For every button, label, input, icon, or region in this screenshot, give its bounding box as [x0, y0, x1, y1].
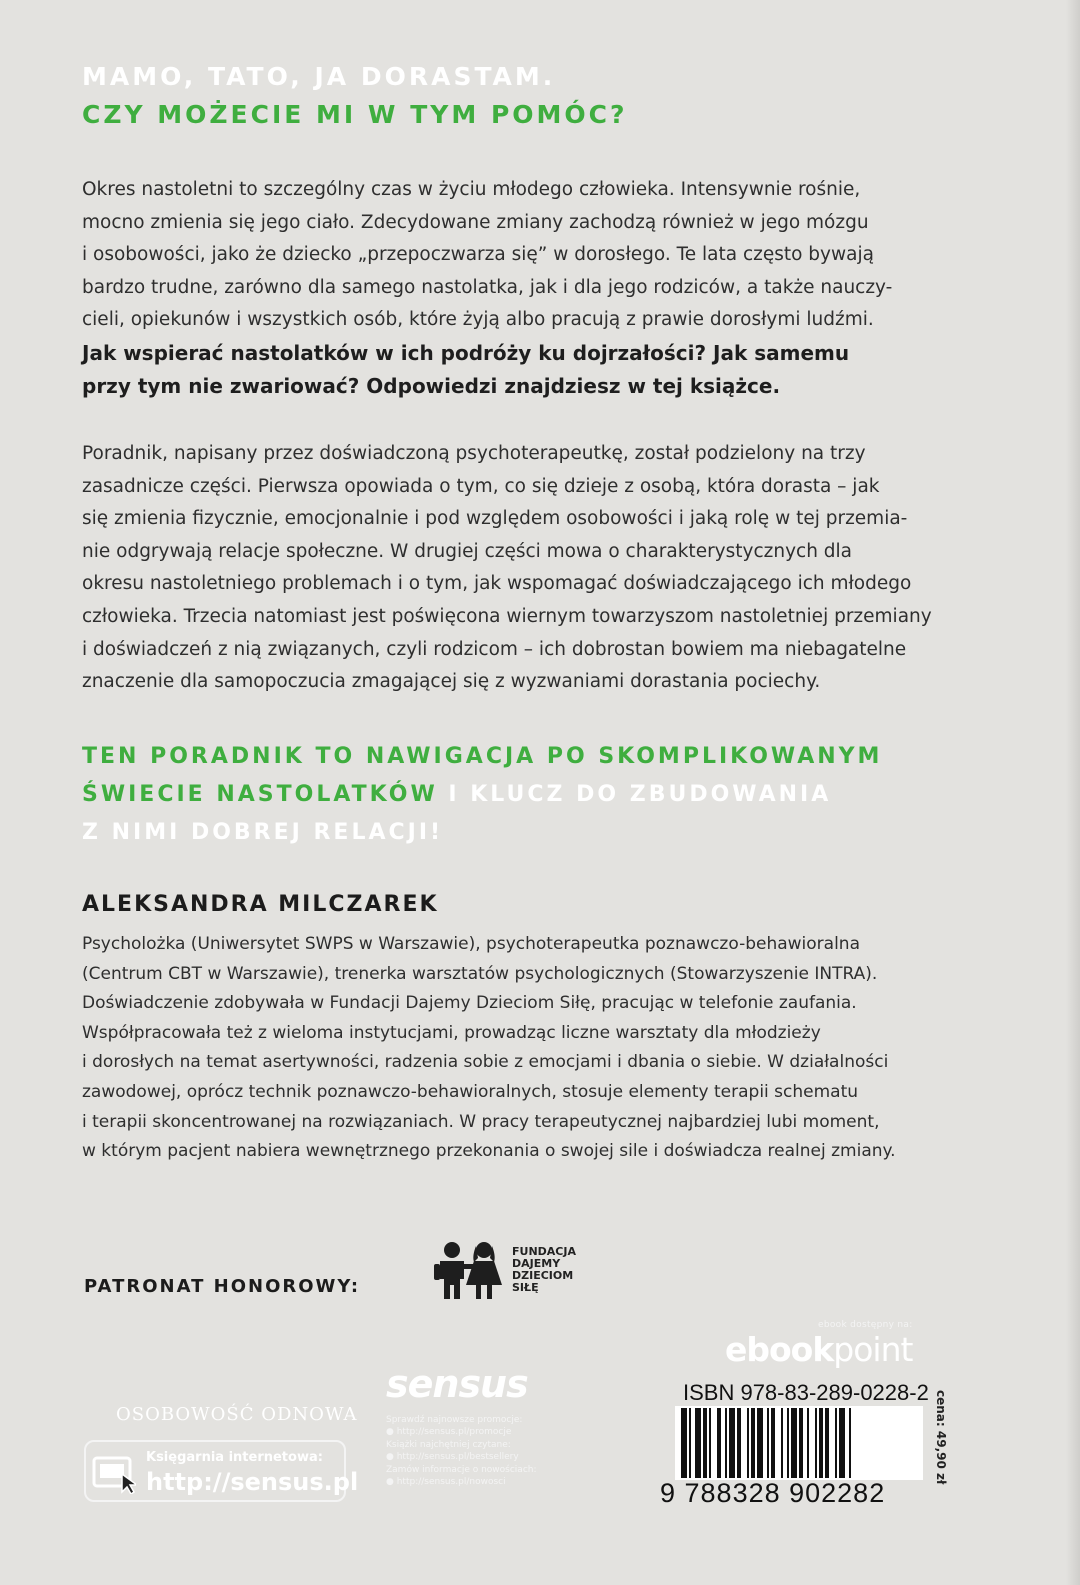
barcode-bar	[747, 1408, 749, 1478]
series-logo: OSOBOWOŚĆ ODNOWA	[116, 1404, 358, 1425]
headline	[82, 58, 628, 134]
foundation-line: DAJEMY	[512, 1257, 561, 1270]
barcode-bar	[815, 1408, 817, 1478]
description-line: człowieka. Trzecia natomiast jest poświęcona wiernym towarzyszom nastoletniej przemiany	[82, 605, 932, 627]
intro-bold-line: Jak wspierać nastolatków w ich podróży ku dojrzałości? Jak samemu	[82, 340, 850, 365]
claim-line-2	[82, 776, 982, 814]
barcode-digits: 9 788328 902282	[660, 1478, 886, 1508]
barcode-bar	[807, 1408, 809, 1478]
author-name: ALEKSANDRA MILCZAREK	[82, 892, 439, 917]
foundation-line: SIŁĘ	[512, 1281, 539, 1294]
intro-line: Okres nastoletni to szczególny czas w życiu młodego człowieka. Intensywnie rośnie,	[82, 179, 861, 200]
intro-line: bardzo trudne, zarówno dla samego nastolatka, jak i dla jego rodziców, a także nauczy-	[82, 276, 893, 298]
bio-line: zawodowej, oprócz technik poznawczo-behawioralnych, stosuje elementy terapii schematu	[82, 1081, 859, 1102]
intro-bold-line: przy tym nie zwariować? Odpowiedzi znajdziesz w tej książce.	[82, 373, 781, 398]
sensus-info-line: Sprawdź najnowsze promocje:	[386, 1415, 523, 1425]
claim-green-part: ŚWIECIE NASTOLATKÓW	[82, 782, 438, 807]
barcode-bar	[819, 1408, 823, 1478]
barcode-bar	[849, 1408, 851, 1478]
description-line: i doświadczeń z nią związanych, czyli rodzicom – ich dobrostan bowiem ma niebagatelne	[82, 638, 907, 660]
bio-line: (Centrum CBT w Warszawie), trenerka warsztatów psychologicznych (Stowarzyszenie INTRA).	[82, 963, 878, 984]
barcode-bar	[751, 1408, 755, 1478]
barcode-bar	[703, 1408, 707, 1478]
barcode-bar	[781, 1408, 783, 1478]
description-line: nie odgrywają relacje społeczne. W drugiej części mowa o charakterystycznych dla	[82, 540, 853, 562]
claim-block	[82, 738, 982, 852]
foundation-name	[512, 1246, 576, 1294]
bio-line: Współpracowała też z wieloma instytucjami, prowadząc liczne warsztaty dla młodzieży	[82, 1022, 821, 1043]
barcode-bar	[717, 1408, 721, 1478]
description-line: okresu nastoletniego problemach i o tym, jak wspomagać doświadczającego ich młodego	[82, 573, 912, 595]
bio-line: i dorosłych na temat asertywności, radzenia sobie z emocjami i dbania o siebie. W działalności	[82, 1052, 889, 1073]
barcode-bar	[767, 1408, 769, 1478]
claim-line-1: TEN PORADNIK TO NAWIGACJA PO SKOMPLIKOWANYM	[82, 744, 883, 769]
description-line: znaczenie dla samopoczucia zmagającej się z wyzwaniami dorastania pociechy.	[82, 671, 821, 693]
isbn: ISBN 978-83-289-0228-2	[683, 1380, 929, 1405]
ebookpoint-logo	[725, 1330, 912, 1369]
ebook-available-label: ebook dostępny na:	[818, 1320, 913, 1330]
headline-line-2: CZY MOŻECIE MI W TYM POMÓC?	[82, 100, 628, 129]
sensus-info	[386, 1414, 537, 1488]
ebook-logo-bold: ebook	[725, 1330, 834, 1369]
claim-white-part: I KLUCZ DO ZBUDOWANIA	[437, 782, 832, 807]
description-line: Poradnik, napisany przez doświadczoną psychoterapeutkę, został podzielony na trzy	[82, 443, 866, 464]
sensus-info-line: ● http://sensus.pl/promocje	[386, 1427, 512, 1438]
barcode-bar	[771, 1408, 775, 1478]
intro-line: cieli, opiekunów i wszystkich osób, które żyją albo pracują z prawie dorosłymi ludźmi.	[82, 309, 874, 331]
price: cena: 49,90 zł	[934, 1390, 948, 1485]
children-icon	[432, 1240, 506, 1302]
ebook-logo-light: point	[833, 1330, 913, 1369]
intro-line: mocno zmienia się jego ciało. Zdecydowane zmiany zachodzą również w jego mózgu	[82, 211, 869, 233]
barcode	[675, 1406, 923, 1480]
barcode-bar	[709, 1408, 711, 1478]
author-bio	[82, 930, 962, 1167]
sensus-logo: sensus	[386, 1362, 528, 1406]
intro-line: i osobowości, jako że dziecko „przepoczwarza się” w dorosłego. Te lata często bywają	[82, 244, 874, 266]
barcode-bar	[737, 1408, 741, 1478]
description-paragraph	[82, 438, 952, 699]
barcode-bar	[695, 1408, 701, 1478]
barcode-bar	[839, 1408, 845, 1478]
barcode-bar	[835, 1408, 837, 1478]
barcode-bar	[689, 1408, 691, 1478]
foundation-line: FUNDACJA	[512, 1245, 576, 1258]
barcode-bar	[729, 1408, 735, 1478]
sensus-info-line: ● http://sensus.pl/bestsellery	[386, 1452, 519, 1463]
barcode-bar	[681, 1408, 687, 1478]
shop-url: http://sensus.pl	[146, 1468, 359, 1496]
bio-line: w którym pacjent nabiera wewnętrznego przekonania o swojej sile i doświadcza realnej zmiany.	[82, 1141, 896, 1162]
intro-paragraph	[82, 174, 952, 402]
bio-line: Psycholożka (Uniwersytet SWPS w Warszawie), psychoterapeutka poznawczo-behawioralna	[82, 934, 860, 954]
shop-icon	[92, 1454, 136, 1494]
barcode-bar	[757, 1408, 763, 1478]
barcode-bar	[725, 1408, 727, 1478]
sensus-info-line: ● http://sensus.pl/nowosci	[386, 1477, 506, 1488]
sensus-info-line: Książki najchętniej czytane:	[386, 1439, 511, 1450]
spine-shadow	[1066, 0, 1080, 1585]
description-line: zasadnicze części. Pierwsza opowiada o tym, co się dzieje z osobą, która dorasta – jak	[82, 475, 880, 497]
shop-label: Księgarnia internetowa:	[146, 1450, 323, 1465]
foundation-line: DZIECIOM	[512, 1269, 574, 1282]
barcode-icon	[675, 1406, 923, 1480]
barcode-bar	[825, 1408, 829, 1478]
sensus-info-line: Zamów informacje o nowościach:	[386, 1464, 537, 1475]
barcode-bar	[791, 1408, 797, 1478]
barcode-bar	[799, 1408, 803, 1478]
bio-line: Doświadczenie zdobywała w Fundacji Dajemy Dzieciom Siłę, pracując w telefonie zaufania.	[82, 993, 857, 1014]
patronat-label: PATRONAT HONOROWY:	[84, 1276, 361, 1297]
barcode-bar	[787, 1408, 789, 1478]
description-line: się zmienia fizycznie, emocjonalnie i pod względem osobowości i jaką rolę w tej przemia-	[82, 508, 908, 530]
headline-line-1: MAMO, TATO, JA DORASTAM.	[82, 62, 556, 91]
bio-line: i terapii skoncentrowanej na rozwiązaniach. W pracy terapeutycznej najbardziej lubi moment,	[82, 1111, 880, 1132]
claim-line-3: Z NIMI DOBREJ RELACJI!	[82, 820, 444, 845]
